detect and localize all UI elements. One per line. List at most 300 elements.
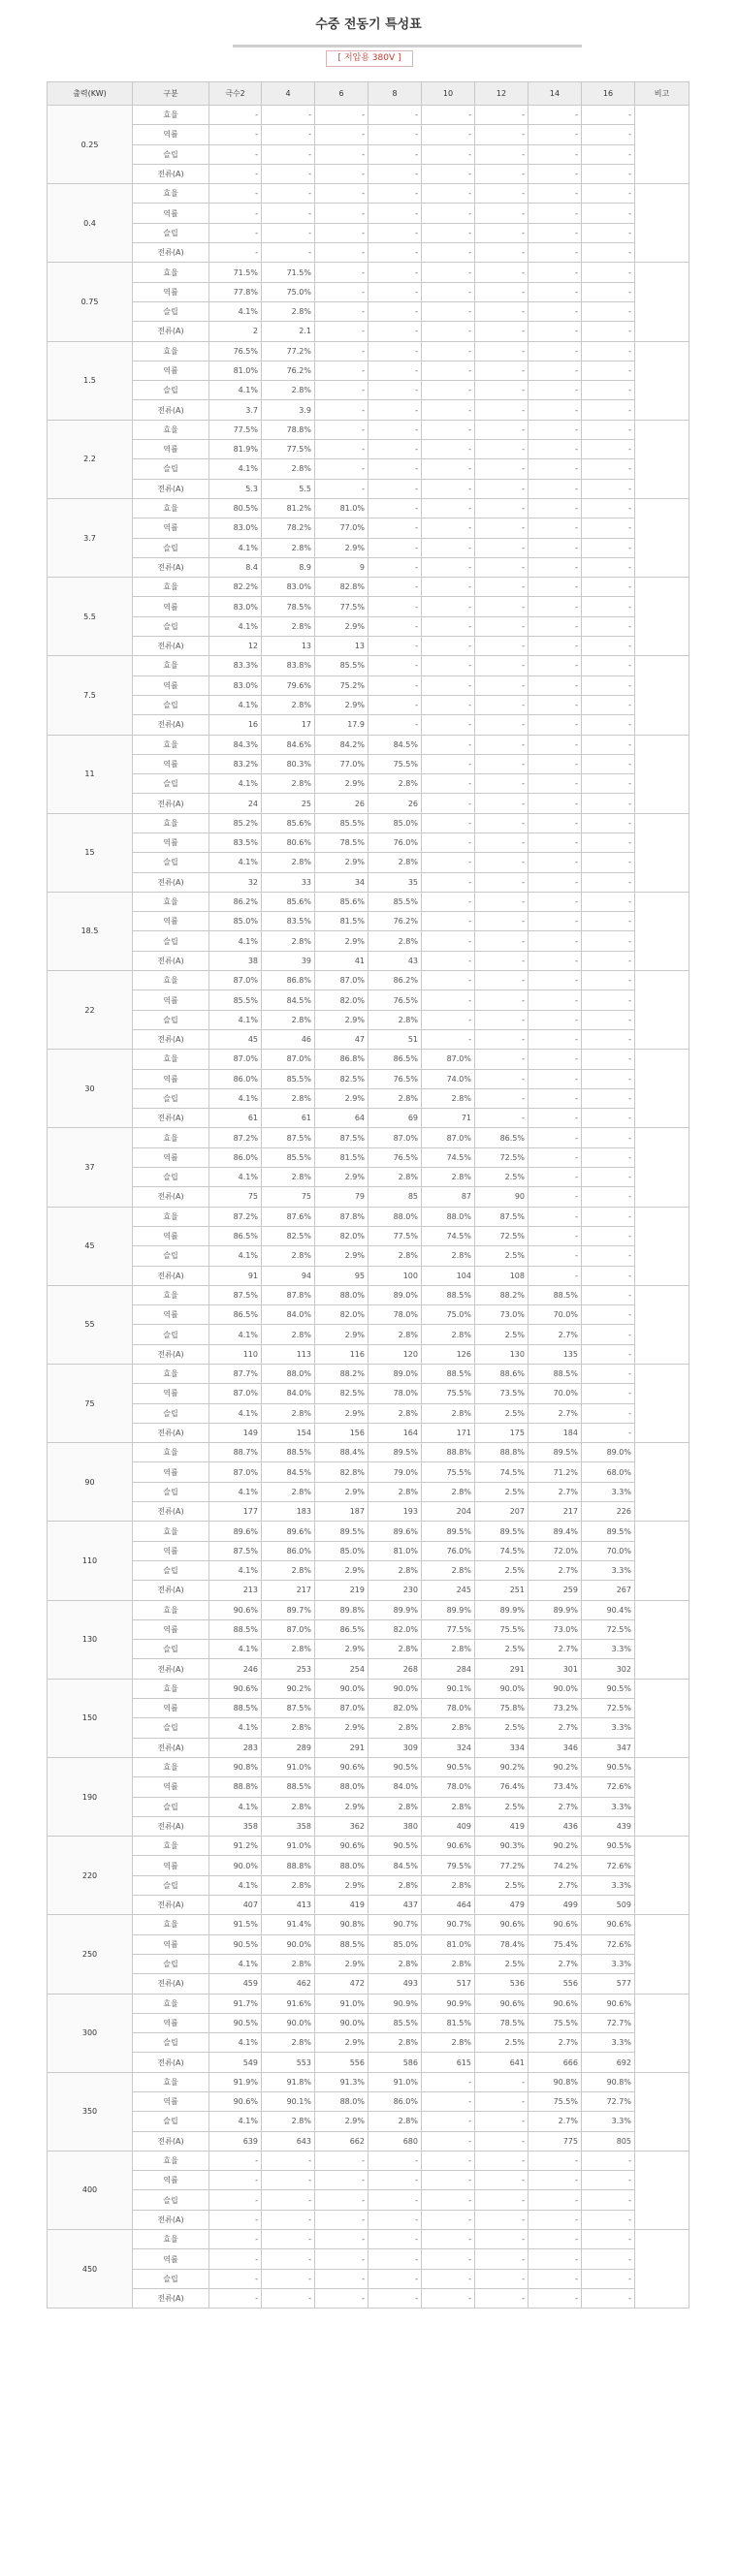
value-cell: - (582, 892, 635, 911)
table-row (48, 381, 689, 400)
value-cell: - (529, 1010, 582, 1029)
item-label-cell: 슬립 (133, 538, 209, 557)
item-label-cell: 효율 (133, 656, 209, 675)
table-row (48, 1816, 689, 1836)
value-cell: 91.8% (262, 2072, 315, 2091)
remarks-cell (635, 813, 689, 892)
value-cell: 509 (582, 1896, 635, 1915)
value-cell: 171 (422, 1423, 475, 1442)
item-label-cell: 슬립 (133, 616, 209, 636)
value-cell: 2.8% (422, 1954, 475, 1973)
value-cell: 81.9% (209, 440, 262, 459)
value-cell: 2.5% (475, 1797, 529, 1816)
value-cell: 77.5% (262, 440, 315, 459)
value-cell: - (582, 1207, 635, 1226)
value-cell: 89.5% (422, 1522, 475, 1541)
value-cell: 553 (262, 2053, 315, 2072)
value-cell: 86.2% (368, 971, 422, 990)
value-cell: 4.1% (209, 2112, 262, 2131)
value-cell: 78.2% (262, 518, 315, 538)
value-cell: - (529, 735, 582, 754)
table-row (48, 459, 689, 479)
value-cell: - (422, 518, 475, 538)
value-cell: 81.2% (262, 498, 315, 518)
value-cell: 75.0% (422, 1305, 475, 1325)
value-cell: - (475, 498, 529, 518)
value-cell: 217 (529, 1502, 582, 1522)
value-cell: 283 (209, 1738, 262, 1757)
value-cell: 24 (209, 794, 262, 813)
value-cell: 113 (262, 1344, 315, 1364)
value-cell: - (422, 872, 475, 892)
value-cell: - (582, 184, 635, 204)
value-cell: - (262, 106, 315, 125)
value-cell: - (529, 518, 582, 538)
value-cell: - (475, 951, 529, 970)
table-row (48, 1994, 689, 2013)
table-row (48, 754, 689, 773)
value-cell: - (529, 2269, 582, 2288)
value-cell: - (582, 479, 635, 498)
value-cell: - (582, 263, 635, 282)
value-cell: 87.0% (422, 1128, 475, 1147)
value-cell: 436 (529, 1816, 582, 1836)
value-cell: 84.0% (262, 1305, 315, 1325)
value-cell: 2.8% (368, 1403, 422, 1423)
value-cell: - (475, 656, 529, 675)
value-cell: 85.0% (209, 912, 262, 931)
table-row (48, 204, 689, 223)
value-cell: 2.7% (529, 1640, 582, 1659)
item-label-cell: 역률 (133, 2249, 209, 2269)
item-label-cell: 효율 (133, 1128, 209, 1147)
item-label-cell: 전류(A) (133, 1423, 209, 1442)
table-row (48, 223, 689, 242)
value-cell: 91.7% (209, 1994, 262, 2013)
value-cell: 347 (582, 1738, 635, 1757)
value-cell: - (422, 301, 475, 321)
value-cell: 89.6% (262, 1522, 315, 1541)
value-cell: 78.0% (422, 1699, 475, 1718)
motor-characteristics-table (47, 81, 689, 2309)
value-cell: 90.6% (529, 1994, 582, 2013)
value-cell: - (315, 459, 368, 479)
value-cell: 81.0% (209, 361, 262, 380)
output-kw-cell: 90 (48, 1443, 133, 1522)
item-label-cell: 슬립 (133, 381, 209, 400)
value-cell: 2.8% (262, 1797, 315, 1816)
value-cell: - (582, 440, 635, 459)
value-cell: 88.4% (315, 1443, 368, 1462)
value-cell: - (368, 263, 422, 282)
value-cell: - (262, 2210, 315, 2229)
value-cell: 91.5% (209, 1915, 262, 1934)
output-kw-cell: 3.7 (48, 498, 133, 577)
value-cell: 419 (315, 1896, 368, 1915)
value-cell: - (475, 301, 529, 321)
item-label-cell: 역률 (133, 2091, 209, 2111)
value-cell: - (422, 2288, 475, 2308)
table-row (48, 931, 689, 951)
item-label-cell: 역률 (133, 2013, 209, 2032)
value-cell: - (422, 794, 475, 813)
value-cell: 82.0% (368, 1699, 422, 1718)
value-cell: - (475, 538, 529, 557)
value-cell: 73.4% (529, 1777, 582, 1797)
value-cell: 2.8% (368, 1168, 422, 1187)
value-cell: - (529, 1246, 582, 1266)
value-cell: 5.5 (262, 479, 315, 498)
remarks-cell (635, 2230, 689, 2309)
value-cell: 207 (475, 1502, 529, 1522)
value-cell: - (368, 204, 422, 223)
value-cell: - (475, 361, 529, 380)
table-row (48, 301, 689, 321)
value-cell: 2.5% (475, 1640, 529, 1659)
value-cell: - (368, 301, 422, 321)
value-cell: 184 (529, 1423, 582, 1442)
value-cell: 88.8% (422, 1443, 475, 1462)
item-label-cell: 슬립 (133, 223, 209, 242)
value-cell: 89.5% (368, 1443, 422, 1462)
value-cell: - (475, 578, 529, 597)
value-cell: 2.8% (368, 1875, 422, 1895)
value-cell: 2.8% (262, 931, 315, 951)
value-cell: 662 (315, 2131, 368, 2151)
table-row (48, 971, 689, 990)
table-row (48, 1147, 689, 1167)
item-label-cell: 전류(A) (133, 1816, 209, 1836)
table-row (48, 1502, 689, 1522)
item-label-cell: 효율 (133, 813, 209, 832)
value-cell: 43 (368, 951, 422, 970)
value-cell: 83.5% (262, 912, 315, 931)
value-cell: 91.0% (315, 1994, 368, 2013)
value-cell: - (529, 656, 582, 675)
value-cell: 2.7% (529, 1718, 582, 1738)
table-row (48, 1462, 689, 1482)
value-cell: 45 (209, 1029, 262, 1049)
value-cell: 87.5% (209, 1285, 262, 1304)
value-cell: 90.0% (262, 2013, 315, 2032)
value-cell: 86.8% (262, 971, 315, 990)
value-cell: - (529, 341, 582, 361)
value-cell: - (368, 282, 422, 301)
value-cell: - (422, 263, 475, 282)
value-cell: 91.9% (209, 2072, 262, 2091)
table-row (48, 637, 689, 656)
value-cell: 2.8% (262, 695, 315, 714)
value-cell: 85.5% (262, 1147, 315, 1167)
value-cell: 90.6% (422, 1837, 475, 1856)
value-cell: 91.6% (262, 1994, 315, 2013)
value-cell: - (475, 2171, 529, 2190)
item-label-cell: 슬립 (133, 1482, 209, 1501)
remarks-cell (635, 1600, 689, 1679)
item-label-cell: 효율 (133, 106, 209, 125)
value-cell: 2.9% (315, 1010, 368, 1029)
value-cell: 83.0% (209, 597, 262, 616)
value-cell: 75.5% (422, 1384, 475, 1403)
value-cell: 4.1% (209, 2033, 262, 2053)
value-cell: - (475, 1109, 529, 1128)
value-cell: 72.5% (475, 1226, 529, 1245)
table-row (48, 1560, 689, 1580)
value-cell: 2.9% (315, 1168, 368, 1187)
value-cell: - (315, 263, 368, 282)
value-cell: - (582, 322, 635, 341)
value-cell: 80.3% (262, 754, 315, 773)
value-cell: - (422, 2131, 475, 2151)
value-cell: - (315, 106, 368, 125)
value-cell: - (529, 2171, 582, 2190)
value-cell: 70.0% (582, 1541, 635, 1560)
value-cell: 38 (209, 951, 262, 970)
value-cell: 2.8% (422, 1797, 475, 1816)
value-cell: 204 (422, 1502, 475, 1522)
value-cell: 88.0% (368, 1207, 422, 1226)
value-cell: 85.5% (262, 1069, 315, 1088)
item-label-cell: 효율 (133, 1600, 209, 1619)
table-row (48, 1797, 689, 1816)
value-cell: 2.8% (262, 1640, 315, 1659)
value-cell: 110 (209, 1344, 262, 1364)
value-cell: - (475, 2112, 529, 2131)
value-cell: 2.8% (368, 1246, 422, 1266)
value-cell: 2.1 (262, 322, 315, 341)
value-cell: - (475, 557, 529, 577)
value-cell: 85 (368, 1187, 422, 1207)
value-cell: 77.5% (422, 1619, 475, 1639)
table-row (48, 832, 689, 852)
value-cell: 462 (262, 1974, 315, 1994)
value-cell: 2.9% (315, 1640, 368, 1659)
item-label-cell: 효율 (133, 498, 209, 518)
value-cell: - (422, 951, 475, 970)
value-cell: - (529, 1109, 582, 1128)
value-cell: 87.8% (315, 1207, 368, 1226)
table-row (48, 2131, 689, 2151)
value-cell: 88.5% (529, 1365, 582, 1384)
value-cell: - (529, 971, 582, 990)
value-cell: 25 (262, 794, 315, 813)
item-label-cell: 전류(A) (133, 1344, 209, 1364)
value-cell: 2.8% (262, 459, 315, 479)
value-cell: 87.2% (209, 1207, 262, 1226)
value-cell: 88.7% (209, 1443, 262, 1462)
value-cell: 156 (315, 1423, 368, 1442)
value-cell: 89.6% (209, 1522, 262, 1541)
value-cell: 246 (209, 1659, 262, 1679)
value-cell: - (529, 400, 582, 420)
value-cell: - (475, 184, 529, 204)
value-cell: - (475, 774, 529, 794)
value-cell: - (315, 361, 368, 380)
value-cell: 90.6% (315, 1757, 368, 1776)
remarks-cell (635, 735, 689, 813)
output-kw-cell: 220 (48, 1837, 133, 1915)
value-cell: - (582, 1010, 635, 1029)
value-cell: - (422, 2269, 475, 2288)
value-cell: 71.5% (209, 263, 262, 282)
item-label-cell: 슬립 (133, 1640, 209, 1659)
value-cell: - (529, 2230, 582, 2249)
table-row (48, 1266, 689, 1285)
value-cell: 88.8% (209, 1777, 262, 1797)
value-cell: 26 (368, 794, 422, 813)
table-row (48, 2288, 689, 2308)
value-cell: 324 (422, 1738, 475, 1757)
value-cell: 75.5% (529, 2091, 582, 2111)
table-row (48, 243, 689, 263)
table-row (48, 1187, 689, 1207)
value-cell: 104 (422, 1266, 475, 1285)
output-kw-cell: 2.2 (48, 420, 133, 498)
value-cell: 87.7% (209, 1365, 262, 1384)
value-cell: 268 (368, 1659, 422, 1679)
value-cell: - (475, 263, 529, 282)
value-cell: 4.1% (209, 1797, 262, 1816)
value-cell: 90.5% (368, 1757, 422, 1776)
value-cell: 91.0% (368, 2072, 422, 2091)
value-cell: - (422, 106, 475, 125)
item-label-cell: 슬립 (133, 695, 209, 714)
value-cell: 230 (368, 1581, 422, 1600)
table-row (48, 1325, 689, 1344)
item-label-cell: 역률 (133, 990, 209, 1010)
value-cell: 3.3% (582, 1954, 635, 1973)
value-cell: - (209, 106, 262, 125)
value-cell: - (582, 2151, 635, 2170)
table-row (48, 1109, 689, 1128)
value-cell: - (422, 381, 475, 400)
value-cell: 177 (209, 1502, 262, 1522)
value-cell: - (368, 459, 422, 479)
value-cell: - (582, 853, 635, 872)
value-cell: 84.0% (368, 1777, 422, 1797)
item-label-cell: 역률 (133, 1699, 209, 1718)
value-cell: - (475, 971, 529, 990)
value-cell: 74.5% (475, 1541, 529, 1560)
value-cell: - (475, 990, 529, 1010)
value-cell: 90.5% (422, 1757, 475, 1776)
value-cell: - (582, 971, 635, 990)
value-cell: - (529, 2288, 582, 2308)
value-cell: - (475, 341, 529, 361)
value-cell: - (475, 695, 529, 714)
value-cell: 77.5% (315, 597, 368, 616)
value-cell: 2.5% (475, 1325, 529, 1344)
value-cell: 86.5% (315, 1619, 368, 1639)
value-cell: 2.8% (262, 538, 315, 557)
value-cell: 2.8% (262, 1403, 315, 1423)
value-cell: 72.6% (582, 1856, 635, 1875)
value-cell: 2.9% (315, 1246, 368, 1266)
value-cell: 83.0% (209, 518, 262, 538)
value-cell: - (475, 1029, 529, 1049)
value-cell: 2.8% (368, 853, 422, 872)
table-row (48, 282, 689, 301)
value-cell: - (582, 597, 635, 616)
item-label-cell: 슬립 (133, 1875, 209, 1895)
value-cell: 34 (315, 872, 368, 892)
value-cell: - (262, 2269, 315, 2288)
table-row (48, 1738, 689, 1757)
value-cell: 75.5% (368, 754, 422, 773)
column-header: 12 (475, 82, 529, 106)
value-cell: 17.9 (315, 715, 368, 735)
value-cell: 73.2% (529, 1699, 582, 1718)
value-cell: 70.0% (529, 1384, 582, 1403)
value-cell: 4.1% (209, 853, 262, 872)
value-cell: 78.0% (422, 1777, 475, 1797)
value-cell: - (422, 990, 475, 1010)
value-cell: - (209, 223, 262, 242)
table-row (48, 1856, 689, 1875)
value-cell: - (422, 853, 475, 872)
value-cell: 88.0% (315, 1856, 368, 1875)
value-cell: 89.9% (422, 1600, 475, 1619)
value-cell: - (582, 1147, 635, 1167)
value-cell: - (582, 695, 635, 714)
value-cell: 3.3% (582, 1640, 635, 1659)
value-cell: 100 (368, 1266, 422, 1285)
value-cell: 2.9% (315, 1325, 368, 1344)
value-cell: 72.5% (582, 1699, 635, 1718)
value-cell: 88.0% (315, 2091, 368, 2111)
value-cell: - (582, 1128, 635, 1147)
value-cell: - (582, 1344, 635, 1364)
value-cell: - (422, 735, 475, 754)
value-cell: 2.8% (422, 2033, 475, 2053)
value-cell: - (315, 2269, 368, 2288)
item-label-cell: 효율 (133, 1443, 209, 1462)
value-cell: - (262, 2249, 315, 2269)
value-cell: - (368, 243, 422, 263)
value-cell: 88.5% (209, 1699, 262, 1718)
output-kw-cell: 15 (48, 813, 133, 892)
item-label-cell: 역률 (133, 754, 209, 773)
value-cell: 85.5% (315, 813, 368, 832)
item-label-cell: 전류(A) (133, 637, 209, 656)
value-cell: 439 (582, 1816, 635, 1836)
value-cell: 78.5% (262, 597, 315, 616)
value-cell: 2.9% (315, 931, 368, 951)
value-cell: 89.0% (582, 1443, 635, 1462)
table-row (48, 2249, 689, 2269)
value-cell: - (582, 282, 635, 301)
value-cell: - (422, 597, 475, 616)
value-cell: 87.0% (209, 971, 262, 990)
value-cell: 89.7% (262, 1600, 315, 1619)
item-label-cell: 슬립 (133, 1718, 209, 1738)
item-label-cell: 역률 (133, 440, 209, 459)
value-cell: 4.1% (209, 301, 262, 321)
value-cell: - (209, 2190, 262, 2210)
value-cell: 193 (368, 1502, 422, 1522)
value-cell: - (582, 557, 635, 577)
value-cell: 39 (262, 951, 315, 970)
value-cell: 84.0% (262, 1384, 315, 1403)
value-cell: 4.1% (209, 1246, 262, 1266)
value-cell: - (529, 813, 582, 832)
value-cell: - (315, 2210, 368, 2229)
table-row (48, 1207, 689, 1226)
value-cell: - (209, 2210, 262, 2229)
value-cell: 2.9% (315, 1560, 368, 1580)
value-cell: 90 (475, 1187, 529, 1207)
table-row (48, 597, 689, 616)
